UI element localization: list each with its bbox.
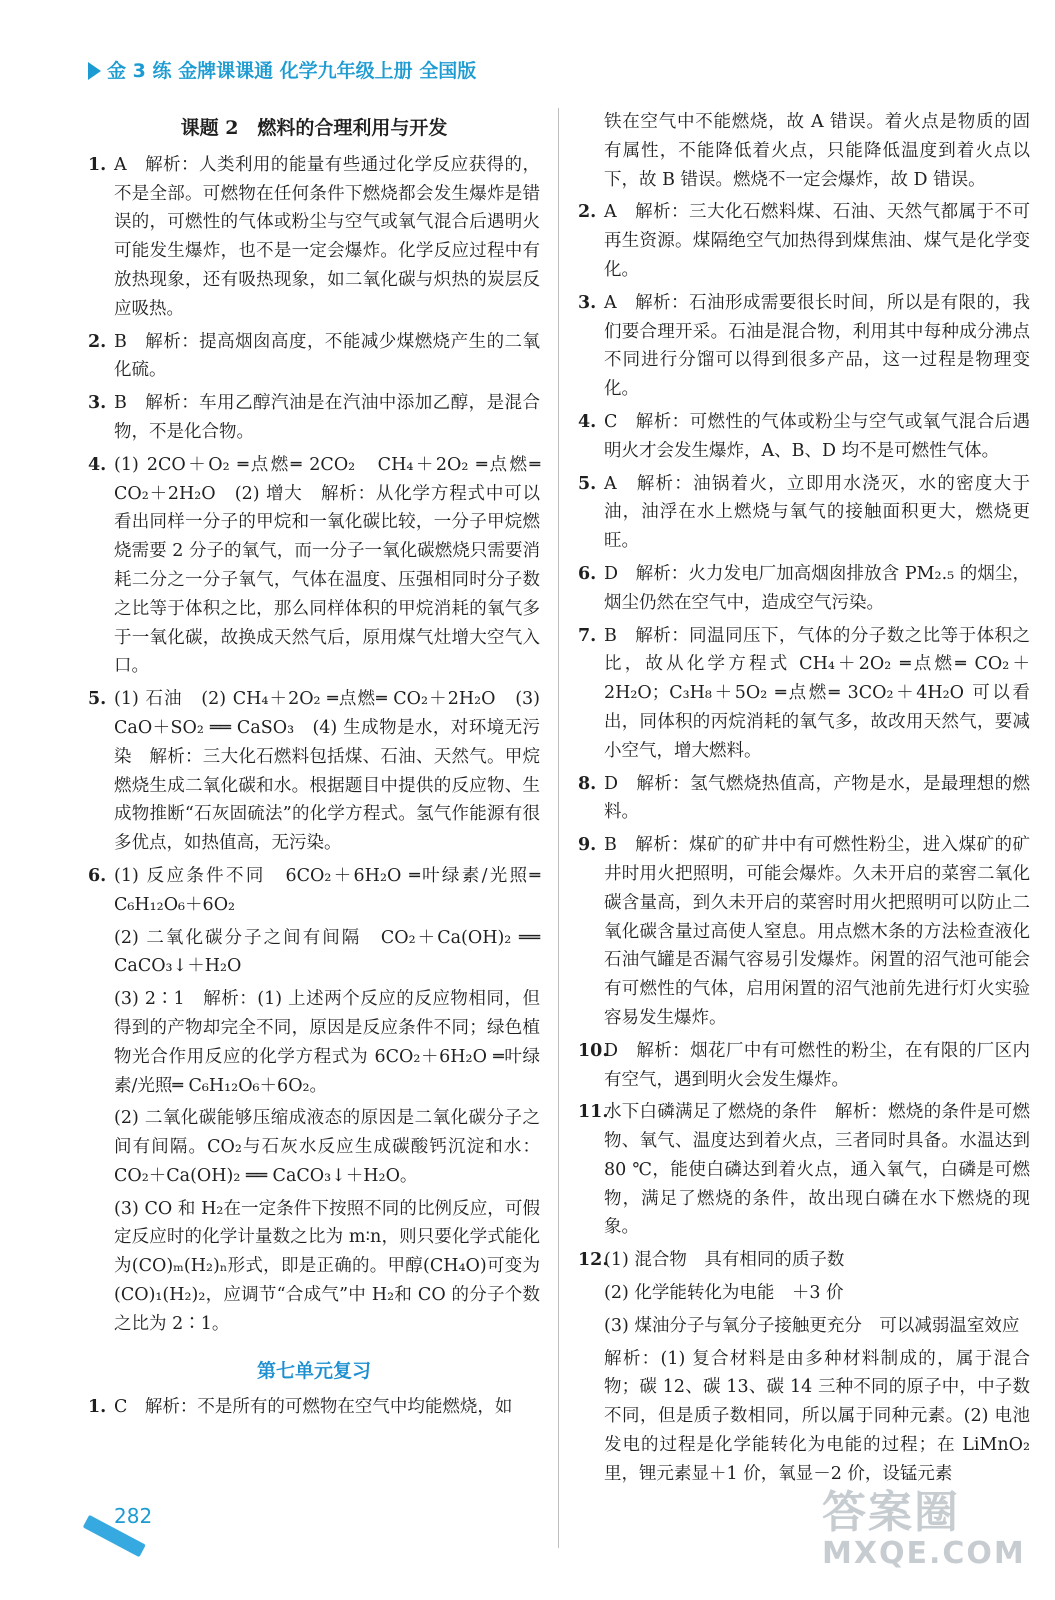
page-footer bbox=[86, 1488, 206, 1548]
answer-item-part: (2) 二氧化碳分子之间有间隔 CO₂＋Ca(OH)₂ ══ CaCO₃↓＋H₂O bbox=[114, 927, 540, 977]
answer-item: 11. 水下白磷满足了燃烧的条件 解析：燃烧的条件是可燃物、氧气、温度达到着火点，三者同时具备。水温达到 80 ℃，能使白磷达到着火点，通入氧气，白磷是可燃物，满足了燃烧的条件，故出现白磷在水下燃烧的现象。 bbox=[578, 1102, 1030, 1238]
answer-item-continued: 铁在空气中不能燃烧，故 A 错误。着火点是物质的固有属性，不能降低着火点，只能降低温度到着火点以下，故 B 错误。燃烧不一定会爆炸，故 D 错误。 bbox=[604, 112, 1030, 190]
answer-item: 9. B 解析：煤矿的矿井中有可燃性粉尘，进入煤矿的矿井时用火把照明，可能会爆炸。久未开启的菜窖二氧化碳含量高，到久未开启的菜窖时用火把照明可以防止二氧化碳含量过高使人窒息。用点燃木条的方法检查液化石油气罐是否漏气容易引发爆炸。闲置的沼气池可能会有可燃性的气体，启用闲置的沼气池前先进行灯火实验容易发生爆炸。 bbox=[578, 835, 1030, 1028]
answer-item: 4. (1) 2CO＋O₂ ═点燃═ 2CO₂ CH₄＋2O₂ ═点燃═ CO₂＋2H₂O (2) 增大 解析：从化学方程式中可以看出同样一分子的甲烷和一氧化碳比较，一分子甲烷燃烧需要 2 分子的氧气，而一分子一氧化碳燃烧只需要消耗二分之一分子氧气，气体在温度、压强相同时分子数之比等于体积之比，那么同样体积的甲烷消耗的氧气多于一氧化碳，故换成天然气后，原用煤气灶增大空气入口。 bbox=[88, 454, 540, 677]
answer-item: 12. (1) 混合物 具有相同的质子数 bbox=[578, 1250, 845, 1271]
answer-item: 3. B 解析：车用乙醇汽油是在汽油中添加乙醇，是混合物，不是化合物。 bbox=[88, 393, 540, 442]
answer-item: 1. C 解析：不是所有的可燃物在空气中均能燃烧，如 bbox=[88, 1397, 513, 1418]
answer-item-part: (3) 2∶1 解析：(1) 上述两个反应的反应物相同，但得到的产物却完全不同，原因是反应条件不同；绿色植物光合作用反应的化学方程式为 6CO₂＋6H₂O ═叶绿素/光照═ C₆H₁₂O₆＋6O₂。 bbox=[114, 989, 540, 1096]
answer-item-part: (2) 化学能转化为电能 ＋3 价 bbox=[604, 1283, 844, 1304]
watermark-site: MXQE.COM bbox=[822, 1536, 1026, 1571]
answer-item: 6. D 解析：火力发电厂加高烟囱排放含 PM₂.₅ 的烟尘，烟尘仍然在空气中，造成空气污染。 bbox=[578, 563, 1030, 613]
answer-item: 5. A 解析：油锅着火，立即用水浇灭，水的密度大于油，油浮在水上燃烧与氧气的接触面积更大，燃烧更旺。 bbox=[578, 473, 1030, 552]
review-title: 第七单元复习 bbox=[256, 1359, 371, 1382]
answer-item: 4. C 解析：可燃性的气体或粉尘与空气或氧气混合后遇明火才会发生爆炸，A、B、D 均不是可燃性气体。 bbox=[578, 411, 1030, 461]
answer-item: 3. A 解析：石油形成需要很长时间，所以是有限的，我们要合理开采。石油是混合物，利用其中每种成分沸点不同进行分馏可以得到很多产品，这一过程是物理变化。 bbox=[578, 292, 1030, 400]
left-column bbox=[88, 108, 540, 1426]
triangle-icon bbox=[88, 62, 101, 80]
answer-item: 5. (1) 石油 (2) CH₄＋2O₂ ═点燃═ CO₂＋2H₂O (3) CaO＋SO₂ ══ CaSO₃ (4) 生成物是水，对环境无污染 解析：三大化石燃料包括煤、石油、天然气。甲烷燃烧生成二氧化碳和水。根据题目中提供的反应物、生成物推断“石灰固硫法”的化学方程式。氢气作能源有很多优点，如热值高，无污染。 bbox=[88, 689, 540, 854]
answer-item: 1. A 解析：人类利用的能量有些通过化学反应获得的，不是全部。可燃物在任何条件下燃烧都会发生爆炸是错误的，可燃性的气体或粉尘与空气或氧气混合后遇明火可能发生爆炸，也不是一定会爆炸。化学反应过程中有放热现象，还有吸热现象，如二氧化碳与炽热的炭层反应吸热。 bbox=[88, 154, 540, 319]
header-title: 金 3 练 金牌课课通 化学九年级上册 全国版 bbox=[107, 60, 477, 82]
column-divider bbox=[558, 108, 559, 1548]
answer-item: 10. D 解析：烟花厂中有可燃性的粉尘，在有限的厂区内有空气，遇到明火会发生爆炸。 bbox=[578, 1040, 1030, 1090]
answer-item: 2. B 解析：提高烟囱高度，不能减少煤燃烧产生的二氧化硫。 bbox=[88, 331, 540, 381]
right-column bbox=[578, 108, 1030, 1493]
answer-item-part: (3) CO 和 H₂在一定条件下按照不同的比例反应，可假定反应时的化学计量数之比为 m∶n，则只要化学式能化为(CO)ₘ(H₂)ₙ形式，即是正确的。甲醇(CH₄O)可变为(CO)₁(H₂)₂，应调节“合成气”中 H₂和 CO 的分子个数之比为 2∶1。 bbox=[114, 1198, 540, 1334]
answer-item-part: (3) 煤油分子与氧分子接触更充分 可以减弱温室效应 bbox=[604, 1315, 1020, 1336]
watermark bbox=[822, 1476, 1032, 1594]
answer-item: 6. (1) 反应条件不同 6CO₂＋6H₂O ═叶绿素/光照═ C₆H₁₂O₆＋6O₂ bbox=[88, 865, 540, 915]
answer-item: 2. A 解析：三大化石燃料煤、石油、天然气都属于不可再生资源。煤隔绝空气加热得到煤焦油、煤气是化学变化。 bbox=[578, 202, 1030, 280]
answer-item: 8. D 解析：氢气燃烧热值高，产物是水，是最理想的燃料。 bbox=[578, 773, 1030, 823]
section-title: 课题 2 燃料的合理利用与开发 bbox=[180, 117, 448, 139]
answer-item: 7. B 解析：同温同压下，气体的分子数之比等于体积之比，故从化学方程式 CH₄＋2O₂ ═点燃═ CO₂＋2H₂O；C₃H₈＋5O₂ ═点燃═ 3CO₂＋4H₂O 可以看出，同体积的丙烷消耗的氧气多，故改用天然气，要减小空气，增大燃料。 bbox=[578, 625, 1030, 761]
page-number: 282 bbox=[114, 1504, 153, 1528]
answer-item-part: (2) 二氧化碳能够压缩成液态的原因是二氧化碳分子之间有间隔。CO₂与石灰水反应生成碳酸钙沉淀和水：CO₂＋Ca(OH)₂ ══ CaCO₃↓＋H₂O。 bbox=[114, 1108, 540, 1186]
answer-item-part: 解析：(1) 复合材料是由多种材料制成的，属于混合物；碳 12、碳 13、碳 14 三种不同的原子中，中子数不同，但是质子数相同，所以属于同种元素。(2) 电池发电的过程是化学能转化为电能的过程；在 LiMnO₂里，锂元素显＋1 价，氧显－2 价，设锰元素 bbox=[604, 1348, 1030, 1484]
watermark-logo: 答案圈 bbox=[822, 1487, 960, 1538]
book-header bbox=[88, 56, 476, 83]
